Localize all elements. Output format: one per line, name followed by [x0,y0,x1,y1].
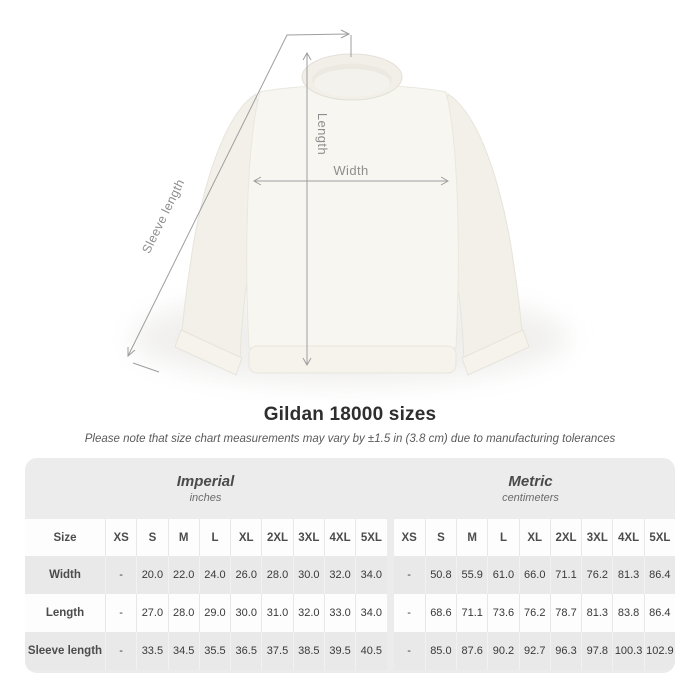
waistband [249,346,456,373]
value-cell: - [407,607,411,619]
value-cell: 92.7 [519,632,550,670]
value-cell: 33.0 [324,594,355,632]
value-cell: 85.0 [425,632,456,670]
row-label: Sleeve length [27,645,103,657]
unit-system-header [25,458,675,519]
size-header: S [136,519,167,556]
length-label: Length [315,112,330,156]
body-panel [247,85,459,348]
value-cell: 22.0 [168,556,199,594]
size-header: XL [519,519,550,556]
value-cell: 102.9 [644,632,675,670]
value-cell: 81.3 [581,594,612,632]
value-cell: 86.4 [644,556,675,594]
value-cell: 32.0 [293,594,324,632]
page-title: Gildan 18000 sizes [263,404,437,425]
metric-title: Metric [508,473,553,490]
value-cell: - [105,594,136,632]
section-divider [387,556,394,594]
value-cell: 71.1 [456,594,487,632]
size-header: 2XL [550,519,581,556]
value-cell: 39.5 [324,632,355,670]
value-cell: 34.0 [355,556,386,594]
size-header: L [487,519,518,556]
sleeve-length-label: Sleeve length [139,176,188,256]
value-cell: 29.0 [199,594,230,632]
row-label: Width [49,569,81,581]
value-cell: 31.0 [261,594,292,632]
size-header: 2XL [261,519,292,556]
value-cell: 33.5 [136,632,167,670]
size-column-header: Size [53,531,77,544]
value-cell: 86.4 [644,594,675,632]
section-divider [387,594,394,632]
value-cell: 100.3 [612,632,643,670]
sweatshirt-image [175,54,529,375]
size-chart-card [25,458,675,673]
value-cell: 55.9 [456,556,487,594]
value-cell: 78.7 [550,594,581,632]
value-cell: 90.2 [487,632,518,670]
size-header: 5XL [644,519,675,556]
value-cell: 26.0 [230,556,261,594]
size-header: 4XL [612,519,643,556]
size-header: 3XL [293,519,324,556]
value-cell: 96.3 [550,632,581,670]
row-label: Length [45,607,85,619]
size-header: 3XL [581,519,612,556]
value-cell: 66.0 [519,556,550,594]
value-cell: 81.3 [612,556,643,594]
value-cell: 24.0 [199,556,230,594]
value-cell: 35.5 [199,632,230,670]
value-cell: 71.1 [550,556,581,594]
metric-unit: centimeters [502,492,559,504]
value-cell: 34.5 [168,632,199,670]
value-cell: 28.0 [261,556,292,594]
value-cell: 68.6 [425,594,456,632]
value-cell: 34.0 [355,594,386,632]
value-cell: 27.0 [136,594,167,632]
size-header: XS [401,531,417,544]
value-cell: 30.0 [230,594,261,632]
size-header: 4XL [324,519,355,556]
imperial-title: Imperial [176,473,235,490]
table-row-length [25,594,675,632]
value-cell: 32.0 [324,556,355,594]
size-header: M [168,519,199,556]
value-cell: 30.0 [293,556,324,594]
section-divider [387,632,394,670]
size-header: M [456,519,487,556]
value-cell: 97.8 [581,632,612,670]
table-row-sleeve-length [25,632,675,670]
size-header: S [425,519,456,556]
section-divider [387,519,394,556]
value-cell: 28.0 [168,594,199,632]
width-label: Width [333,163,369,178]
size-header: L [199,519,230,556]
tolerance-note: Please note that size chart measurements may vary by ±1.5 in (3.8 cm) due to manufacturing tolerances [84,433,616,445]
value-cell: - [105,556,136,594]
value-cell: 61.0 [487,556,518,594]
value-cell: 36.5 [230,632,261,670]
value-cell: 40.5 [355,632,386,670]
value-cell: - [407,569,411,581]
size-header-row [25,519,675,556]
size-header: 5XL [355,519,386,556]
value-cell: 20.0 [136,556,167,594]
metric-header [386,458,675,519]
value-cell: 38.5 [293,632,324,670]
table-row-width [25,556,675,594]
sleeve-tick-bottom [133,363,159,372]
value-cell: 83.8 [612,594,643,632]
value-cell: 76.2 [581,556,612,594]
value-cell: 87.6 [456,632,487,670]
value-cell: 37.5 [261,632,292,670]
size-header: XL [230,519,261,556]
value-cell: - [105,632,136,670]
size-header: XS [105,519,136,556]
collar-inner [314,69,390,97]
value-cell: 76.2 [519,594,550,632]
imperial-header [25,458,386,519]
value-cell: 50.8 [425,556,456,594]
chart-header [0,404,700,445]
value-cell: 73.6 [487,594,518,632]
value-cell: - [407,645,411,657]
imperial-unit: inches [189,492,222,504]
